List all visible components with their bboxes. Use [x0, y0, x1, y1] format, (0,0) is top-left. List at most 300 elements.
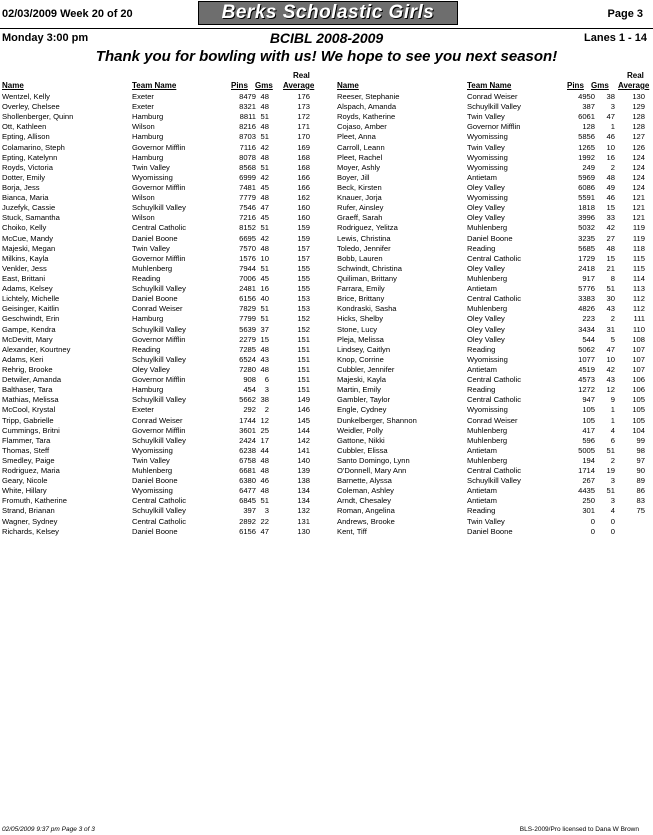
- cell-team: Wilson: [132, 122, 155, 132]
- cell-pins: 6695: [239, 233, 256, 243]
- cell-name: Lichtely, Michelle: [2, 294, 60, 304]
- cell-gms: 47: [260, 203, 269, 213]
- cell-avg: 160: [297, 213, 310, 223]
- cell-team: Schuylkill Valley: [132, 435, 186, 445]
- cell-avg: 166: [297, 182, 310, 192]
- cell-pins: 128: [582, 122, 595, 132]
- cell-team: Schuylkill Valley: [132, 506, 186, 516]
- cell-name: Geschwindt, Erin: [2, 314, 60, 324]
- cell-avg: 98: [636, 445, 645, 455]
- cell-gms: 42: [260, 172, 269, 182]
- cell-name: Geisinger, Kaitlin: [2, 304, 59, 314]
- cell-team: Oley Valley: [467, 334, 505, 344]
- lanes-label: Lanes 1 - 14: [584, 32, 647, 44]
- cell-team: Schuylkill Valley: [467, 476, 521, 486]
- cell-team: Antietam: [467, 496, 497, 506]
- cell-avg: 140: [297, 455, 310, 465]
- cell-team: Oley Valley: [467, 213, 505, 223]
- cell-pins: 917: [582, 273, 595, 283]
- table-row: [0, 254, 330, 264]
- cell-gms: 37: [260, 324, 269, 334]
- table-row: [335, 436, 653, 446]
- cell-name: Santo Domingo, Lynn: [337, 455, 410, 465]
- cell-name: Rufer, Ainsley: [337, 203, 384, 213]
- cell-pins: 1729: [578, 253, 595, 263]
- cell-avg: 130: [632, 92, 645, 101]
- cell-pins: 397: [243, 506, 256, 516]
- cell-team: Oley Valley: [132, 364, 170, 374]
- cell-gms: 25: [260, 425, 269, 435]
- cell-team: Reading: [467, 506, 496, 516]
- cell-gms: 51: [606, 445, 615, 455]
- cell-team: Hamburg: [132, 314, 164, 324]
- cell-gms: 44: [260, 445, 269, 455]
- cell-team: Conrad Weiser: [467, 92, 518, 101]
- cell-gms: 48: [260, 466, 269, 476]
- cell-gms: 40: [260, 294, 269, 304]
- cell-pins: 8811: [239, 112, 256, 122]
- cell-gms: 3: [264, 506, 269, 516]
- table-row: [335, 385, 653, 395]
- cell-name: Richards, Kelsey: [2, 526, 59, 536]
- cell-team: Daniel Boone: [132, 294, 178, 304]
- cell-name: Shollenberger, Quinn: [2, 112, 74, 122]
- cell-avg: 128: [632, 112, 645, 122]
- cell-team: Muhlenberg: [467, 304, 508, 314]
- col-pins-left: Pins: [231, 81, 248, 90]
- cell-pins: 6524: [239, 354, 256, 364]
- cell-name: Geary, Nicole: [2, 476, 48, 486]
- cell-avg: 145: [297, 415, 310, 425]
- cell-gms: 51: [260, 112, 269, 122]
- cell-name: Ott, Kathleen: [2, 122, 47, 132]
- thank-you-message: Thank you for bowling with us! We hope to see you next season!: [95, 48, 558, 65]
- cell-gms: 48: [606, 172, 615, 182]
- cell-gms: 4: [610, 506, 615, 516]
- cell-gms: 17: [260, 435, 269, 445]
- cell-gms: 2: [610, 162, 615, 172]
- cell-name: Gattone, Nikki: [337, 435, 385, 445]
- cell-pins: 6156: [239, 294, 256, 304]
- table-row: [335, 517, 653, 527]
- table-row: [0, 506, 330, 516]
- cell-team: Twin Valley: [467, 142, 505, 152]
- table-row: [335, 395, 653, 405]
- cell-pins: 7280: [239, 364, 256, 374]
- cell-avg: 121: [632, 193, 645, 203]
- cell-team: Oley Valley: [467, 182, 505, 192]
- cell-name: Epting, Allison: [2, 132, 50, 142]
- cell-team: Reading: [132, 273, 161, 283]
- cell-gms: 15: [606, 253, 615, 263]
- table-row: [335, 486, 653, 496]
- cell-avg: 170: [297, 132, 310, 142]
- cell-gms: 6: [264, 375, 269, 385]
- cell-avg: 121: [632, 203, 645, 213]
- table-row: [0, 436, 330, 446]
- cell-avg: 155: [297, 284, 310, 294]
- cell-avg: 115: [632, 253, 645, 263]
- cell-pins: 4950: [578, 92, 595, 101]
- table-row: [0, 416, 330, 426]
- cell-pins: 5856: [578, 132, 595, 142]
- cell-name: Choiko, Kelly: [2, 223, 47, 233]
- cell-gms: 15: [606, 203, 615, 213]
- cell-team: Daniel Boone: [467, 526, 513, 536]
- cell-pins: 387: [582, 102, 595, 112]
- cell-team: Wilson: [132, 213, 155, 223]
- cell-gms: 51: [260, 314, 269, 324]
- cell-avg: 132: [297, 506, 310, 516]
- cell-pins: 596: [582, 435, 595, 445]
- cell-gms: 48: [260, 344, 269, 354]
- cell-gms: 0: [610, 526, 615, 536]
- cell-name: Hicks, Shelby: [337, 314, 384, 324]
- cell-team: Wyomissing: [132, 445, 173, 455]
- cell-pins: 6845: [239, 496, 256, 506]
- cell-avg: 107: [632, 354, 645, 364]
- table-row: [0, 365, 330, 375]
- cell-pins: 544: [582, 334, 595, 344]
- cell-pins: 3996: [578, 213, 595, 223]
- cell-team: Wyomissing: [467, 132, 508, 142]
- cell-avg: 106: [632, 375, 645, 385]
- cell-name: Knop, Corrine: [337, 354, 384, 364]
- table-row: [0, 284, 330, 294]
- cell-avg: 114: [632, 273, 645, 283]
- league-title-banner: Berks Scholastic Girls: [198, 1, 458, 25]
- table-row: [0, 153, 330, 163]
- cell-avg: 162: [297, 193, 310, 203]
- cell-team: Exeter: [132, 405, 154, 415]
- cell-avg: 112: [632, 294, 645, 304]
- table-row: [0, 122, 330, 132]
- cell-name: Dotter, Emily: [2, 172, 46, 182]
- table-row: [0, 234, 330, 244]
- col-gms-left: Gms: [255, 81, 273, 90]
- cell-pins: 105: [582, 415, 595, 425]
- table-row: [335, 345, 653, 355]
- cell-avg: 139: [297, 466, 310, 476]
- cell-pins: 8479: [239, 92, 256, 101]
- cell-pins: 3383: [578, 294, 595, 304]
- cell-pins: 1818: [578, 203, 595, 213]
- cell-team: Conrad Weiser: [132, 415, 183, 425]
- cell-pins: 7285: [239, 344, 256, 354]
- cell-gms: 3: [610, 476, 615, 486]
- cell-gms: 19: [606, 466, 615, 476]
- cell-gms: 51: [260, 162, 269, 172]
- cell-pins: 267: [582, 476, 595, 486]
- cell-pins: 1714: [578, 466, 595, 476]
- cell-pins: 5639: [239, 324, 256, 334]
- cell-avg: 89: [636, 476, 645, 486]
- cell-avg: 160: [297, 203, 310, 213]
- table-row: [335, 213, 653, 223]
- cell-pins: 7829: [239, 304, 256, 314]
- cell-pins: 4435: [578, 486, 595, 496]
- cell-pins: 4573: [578, 375, 595, 385]
- table-row: [335, 304, 653, 314]
- cell-pins: 4519: [578, 364, 595, 374]
- cell-pins: 250: [582, 496, 595, 506]
- cell-pins: 0: [590, 516, 595, 526]
- table-row: [335, 102, 653, 112]
- cell-name: Knauer, Jorja: [337, 193, 382, 203]
- cell-gms: 16: [260, 284, 269, 294]
- cell-pins: 2424: [239, 435, 256, 445]
- cell-gms: 46: [260, 476, 269, 486]
- cell-avg: 159: [297, 223, 310, 233]
- cell-name: Kondraski, Sasha: [337, 304, 397, 314]
- table-row: [335, 496, 653, 506]
- table-row: [0, 426, 330, 436]
- cell-pins: 5062: [578, 344, 595, 354]
- cell-name: Boyer, Jill: [337, 172, 370, 182]
- cell-team: Reading: [467, 344, 496, 354]
- cell-avg: 107: [632, 364, 645, 374]
- cell-team: Governor Mifflin: [132, 182, 186, 192]
- cell-team: Hamburg: [132, 152, 164, 162]
- cell-team: Conrad Weiser: [132, 304, 183, 314]
- cell-name: Cubbler, Jennifer: [337, 364, 395, 374]
- cell-pins: 292: [243, 405, 256, 415]
- cell-avg: 129: [632, 102, 645, 112]
- cell-name: Toledo, Jennifer: [337, 243, 391, 253]
- cell-name: Epting, Katelynn: [2, 152, 58, 162]
- table-row: [335, 193, 653, 203]
- cell-gms: 45: [260, 182, 269, 192]
- cell-avg: 113: [632, 284, 645, 294]
- table-row: [335, 527, 653, 537]
- table-row: [0, 223, 330, 233]
- cell-gms: 47: [606, 344, 615, 354]
- cell-gms: 46: [606, 193, 615, 203]
- cell-avg: 153: [297, 294, 310, 304]
- cell-avg: 168: [297, 152, 310, 162]
- table-row: [0, 173, 330, 183]
- cell-gms: 45: [260, 273, 269, 283]
- cell-avg: 171: [297, 122, 310, 132]
- cell-avg: 155: [297, 273, 310, 283]
- cell-team: Twin Valley: [467, 112, 505, 122]
- cell-name: Smedley, Paige: [2, 455, 55, 465]
- cell-avg: 99: [636, 435, 645, 445]
- cell-avg: 173: [297, 102, 310, 112]
- cell-pins: 1744: [239, 415, 256, 425]
- cell-gms: 3: [264, 385, 269, 395]
- table-row: [0, 213, 330, 223]
- table-row: [335, 325, 653, 335]
- cell-gms: 42: [260, 142, 269, 152]
- table-row: [0, 345, 330, 355]
- table-row: [0, 486, 330, 496]
- cell-avg: 90: [636, 466, 645, 476]
- cell-team: Central Catholic: [132, 223, 187, 233]
- cell-name: Lindsey, Caitlyn: [337, 344, 391, 354]
- col-average-right: Average: [618, 81, 650, 90]
- cell-team: Reading: [132, 344, 161, 354]
- cell-gms: 21: [606, 263, 615, 273]
- cell-avg: 75: [636, 506, 645, 516]
- cell-avg: 124: [632, 172, 645, 182]
- cell-pins: 908: [243, 375, 256, 385]
- cell-pins: 947: [582, 395, 595, 405]
- table-row: [335, 274, 653, 284]
- cell-avg: 105: [632, 415, 645, 425]
- cell-team: Muhlenberg: [467, 223, 508, 233]
- table-row: [335, 132, 653, 142]
- cell-pins: 7570: [239, 243, 256, 253]
- table-row: [0, 112, 330, 122]
- cell-gms: 47: [606, 112, 615, 122]
- cell-name: Graeff, Sarah: [337, 213, 383, 223]
- cell-pins: 1272: [578, 385, 595, 395]
- cell-team: Governor Mifflin: [132, 142, 186, 152]
- cell-avg: 119: [632, 233, 645, 243]
- cell-team: Daniel Boone: [132, 233, 178, 243]
- table-row: [335, 294, 653, 304]
- cell-name: Alspach, Amanda: [337, 102, 397, 112]
- cell-pins: 5685: [578, 243, 595, 253]
- table-row: [0, 294, 330, 304]
- table-row: [0, 517, 330, 527]
- table-row: [0, 527, 330, 537]
- cell-team: Wyomissing: [467, 152, 508, 162]
- cell-pins: 3601: [239, 425, 256, 435]
- cell-gms: 1: [610, 122, 615, 132]
- cell-team: Daniel Boone: [467, 233, 513, 243]
- cell-pins: 454: [243, 385, 256, 395]
- table-row: [335, 355, 653, 365]
- table-row: [335, 223, 653, 233]
- cell-team: Reading: [467, 385, 496, 395]
- cell-name: White, Hillary: [2, 486, 47, 496]
- cell-name: Royds, Victoria: [2, 162, 53, 172]
- table-row: [0, 183, 330, 193]
- cell-pins: 3235: [578, 233, 595, 243]
- cell-avg: 106: [632, 385, 645, 395]
- cell-avg: 126: [632, 142, 645, 152]
- cell-gms: 48: [260, 152, 269, 162]
- table-row: [0, 466, 330, 476]
- cell-avg: 118: [632, 243, 645, 253]
- cell-avg: 151: [297, 344, 310, 354]
- cell-pins: 7799: [239, 314, 256, 324]
- cell-gms: 51: [260, 132, 269, 142]
- cell-avg: 105: [632, 405, 645, 415]
- cell-team: Muhlenberg: [467, 425, 508, 435]
- footer-print-date: 02/05/2009 9:37 pm Page 3 of 3: [2, 826, 95, 833]
- cell-avg: 155: [297, 263, 310, 273]
- cell-avg: 104: [632, 425, 645, 435]
- cell-gms: 48: [260, 193, 269, 203]
- cell-avg: 124: [632, 162, 645, 172]
- cell-name: Arndt, Chesaley: [337, 496, 392, 506]
- cell-name: Mathias, Melissa: [2, 395, 59, 405]
- cell-name: Carroll, Leann: [337, 142, 385, 152]
- table-row: [335, 122, 653, 132]
- cell-team: Hamburg: [132, 112, 164, 122]
- cell-gms: 48: [260, 486, 269, 496]
- cell-team: Exeter: [132, 102, 154, 112]
- cell-avg: 152: [297, 314, 310, 324]
- cell-gms: 4: [610, 425, 615, 435]
- cell-avg: 149: [297, 395, 310, 405]
- cell-team: Twin Valley: [467, 516, 505, 526]
- cell-gms: 6: [610, 435, 615, 445]
- cell-gms: 2: [610, 314, 615, 324]
- table-row: [0, 476, 330, 486]
- cell-name: Flammer, Tara: [2, 435, 51, 445]
- cell-avg: 110: [632, 324, 645, 334]
- cell-name: Weidler, Polly: [337, 425, 383, 435]
- cell-team: Daniel Boone: [132, 526, 178, 536]
- table-row: [335, 335, 653, 345]
- cell-team: Oley Valley: [467, 314, 505, 324]
- col-pins-right: Pins: [567, 81, 584, 90]
- cell-team: Muhlenberg: [467, 435, 508, 445]
- col-team-left: Team Name: [132, 81, 177, 90]
- cell-name: Detwiler, Amanda: [2, 375, 62, 385]
- cell-name: Gambler, Taylor: [337, 395, 391, 405]
- cell-pins: 2418: [578, 263, 595, 273]
- table-row: [335, 234, 653, 244]
- cell-team: Schuylkill Valley: [132, 395, 186, 405]
- table-row: [335, 426, 653, 436]
- cell-pins: 7779: [239, 193, 256, 203]
- cell-gms: 51: [606, 486, 615, 496]
- cell-gms: 1: [610, 415, 615, 425]
- cell-pins: 6380: [239, 476, 256, 486]
- cell-avg: 144: [297, 425, 310, 435]
- cell-avg: 124: [632, 182, 645, 192]
- cell-gms: 9: [610, 395, 615, 405]
- cell-team: Central Catholic: [132, 496, 187, 506]
- cell-team: Schuylkill Valley: [132, 284, 186, 294]
- cell-avg: 112: [632, 304, 645, 314]
- cell-avg: 115: [632, 263, 645, 273]
- cell-avg: 128: [632, 122, 645, 132]
- table-row: [335, 254, 653, 264]
- table-row: [335, 314, 653, 324]
- cell-name: Dunkelberger, Shannon: [337, 415, 417, 425]
- cell-team: Muhlenberg: [467, 455, 508, 465]
- cell-pins: 0: [590, 526, 595, 536]
- cell-name: Pleet, Rachel: [337, 152, 383, 162]
- cell-gms: 43: [260, 354, 269, 364]
- cell-team: Oley Valley: [467, 263, 505, 273]
- cell-avg: 152: [297, 324, 310, 334]
- cell-name: Fromuth, Katherine: [2, 496, 67, 506]
- cell-name: Kent, Tiff: [337, 526, 367, 536]
- cell-team: Schuylkill Valley: [132, 324, 186, 334]
- cell-avg: 127: [632, 132, 645, 142]
- cell-avg: 121: [632, 213, 645, 223]
- table-row: [0, 143, 330, 153]
- cell-gms: 48: [260, 364, 269, 374]
- cell-team: Wyomissing: [467, 193, 508, 203]
- cell-gms: 49: [606, 182, 615, 192]
- cell-name: Cojaso, Amber: [337, 122, 387, 132]
- cell-team: Twin Valley: [132, 243, 170, 253]
- cell-gms: 12: [260, 415, 269, 425]
- cell-pins: 249: [582, 162, 595, 172]
- cell-pins: 8078: [239, 152, 256, 162]
- cell-name: Venkler, Jess: [2, 263, 47, 273]
- cell-pins: 5969: [578, 172, 595, 182]
- cell-team: Oley Valley: [467, 324, 505, 334]
